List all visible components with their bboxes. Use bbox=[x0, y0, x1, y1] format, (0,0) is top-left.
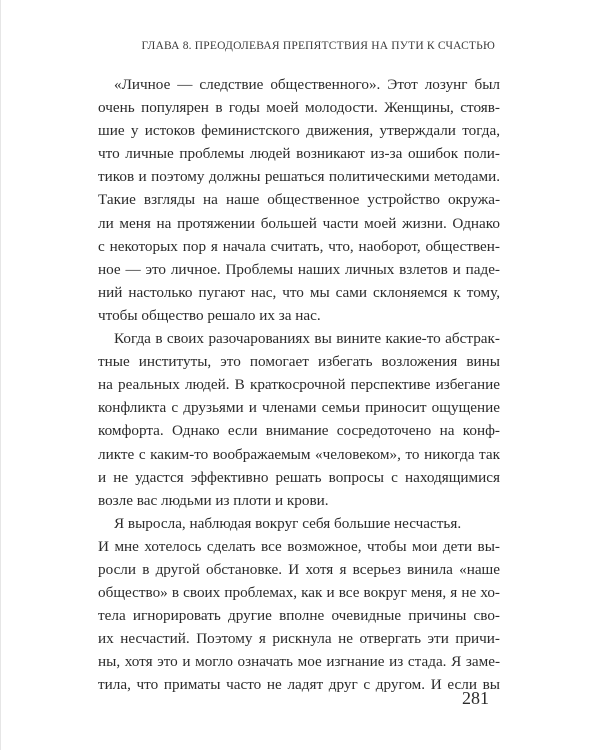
text-line: и не удастся эффективно решать вопросы с находящимися bbox=[98, 468, 500, 486]
text-line: их несчастий. Поэтому я рискнула не отвергать эти причи- bbox=[98, 630, 500, 648]
text-line: что личные проблемы людей возникают из-за ошибок поли- bbox=[98, 145, 500, 163]
text-line: шие у истоков феминистского движения, утверждали тогда, bbox=[98, 122, 500, 140]
text-line: возле вас людьми из плоти и крови. bbox=[98, 491, 329, 509]
text-line: конфликта с друзьями и членами семьи приносит ощущение bbox=[98, 399, 500, 417]
text-line: тные институты, это помогает избегать возложения вины bbox=[98, 353, 500, 371]
text-line: росли в другой обстановке. И хотя я всерьез винила «наше bbox=[98, 560, 500, 578]
text-line: «Личное — следствие общественного». Этот лозунг был bbox=[114, 76, 500, 93]
text-line: И мне хотелось сделать все возможное, чтобы мои дети вы- bbox=[98, 537, 500, 555]
text-line: чтобы общество решало их за нас. bbox=[98, 306, 321, 324]
text-line: ли меня на протяжении большей части моей жизни. Однако bbox=[98, 214, 500, 232]
text-line: тила, что приматы часто не ладят друг с другом. И если вы bbox=[98, 676, 500, 694]
text-line: тиков и поэтому должны решаться политическими методами. bbox=[98, 168, 500, 186]
text-line: Когда в своих разочарованиях вы вините какие-то абстрак- bbox=[114, 330, 500, 348]
text-line: ны, хотя это и могло означать мое изгнание из стада. Я заме- bbox=[98, 653, 500, 671]
text-line: ний настолько пугают нас, что мы сами склоняемся к тому, bbox=[98, 283, 500, 301]
text-line: тела игнорировать другие вполне очевидные причины сво- bbox=[98, 607, 500, 625]
body-text bbox=[98, 73, 500, 697]
text-line: с некоторых пор я начала считать, что, наоборот, обществен- bbox=[98, 237, 500, 255]
running-head: ГЛАВА 8. ПРЕОДОЛЕВАЯ ПРЕПЯТСТВИЯ НА ПУТИ К СЧАСТЬЮ bbox=[141, 40, 495, 52]
text-line: ликте с каким-то воображаемым «человеком», то никогда так bbox=[98, 445, 500, 463]
page-number: 281 bbox=[462, 688, 489, 708]
text-line: общество» в своих проблемах, как и все вокруг меня, я не хо- bbox=[98, 584, 500, 602]
text-line: очень популярен в годы моей молодости. Женщины, стояв- bbox=[98, 99, 500, 117]
text-line: Я выросла, наблюдая вокруг себя большие несчастья. bbox=[114, 514, 462, 532]
text-line: Такие взгляды на наше общественное устройство окружа- bbox=[98, 191, 500, 209]
text-line: комфорта. Однако если внимание сосредоточено на конф- bbox=[98, 422, 500, 440]
text-line: ное — это личное. Проблемы наших личных взлетов и паде- bbox=[98, 260, 500, 278]
text-line: на реальных людей. В краткосрочной перспективе избегание bbox=[98, 376, 500, 394]
